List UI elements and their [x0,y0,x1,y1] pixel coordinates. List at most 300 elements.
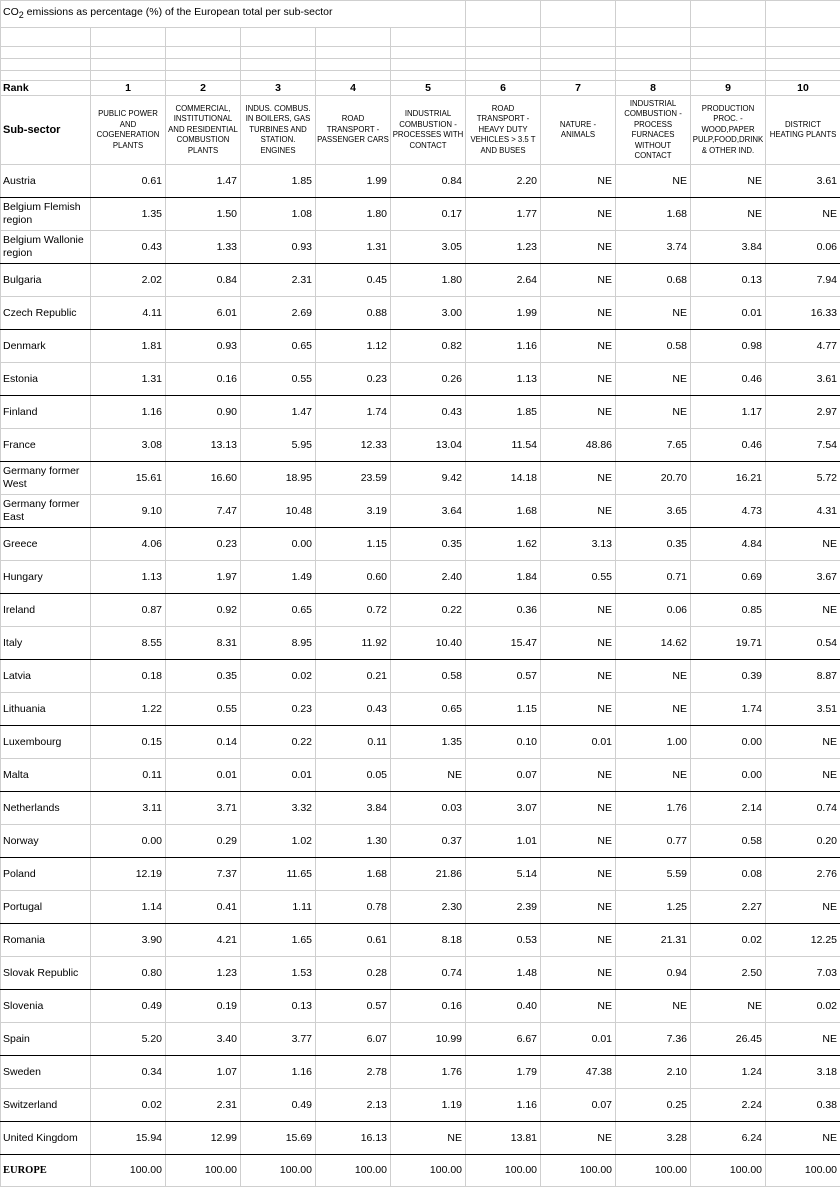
value-cell[interactable]: 7.54 [766,429,840,462]
cell[interactable] [616,59,691,71]
value-cell[interactable]: 1.12 [316,330,391,363]
value-cell[interactable]: 0.01 [241,759,316,792]
value-cell[interactable]: 11.65 [241,858,316,891]
value-cell[interactable]: 1.47 [241,396,316,429]
value-cell[interactable]: 15.47 [466,627,541,660]
value-cell[interactable]: 0.06 [616,594,691,627]
value-cell[interactable]: NE [541,759,616,792]
value-cell[interactable]: 0.10 [466,726,541,759]
country-name[interactable]: United Kingdom [1,1122,91,1155]
cell[interactable] [541,1,616,28]
value-cell[interactable]: 2.30 [391,891,466,924]
value-cell[interactable]: 1.30 [316,825,391,858]
value-cell[interactable]: 1.23 [166,957,241,990]
value-cell[interactable]: 4.31 [766,495,840,528]
value-cell[interactable]: 1.16 [241,1056,316,1089]
value-cell[interactable]: 5.59 [616,858,691,891]
value-cell[interactable]: 13.04 [391,429,466,462]
value-cell[interactable]: 0.49 [91,990,166,1023]
rank-number[interactable]: 9 [691,81,766,96]
value-cell[interactable]: 1.97 [166,561,241,594]
value-cell[interactable]: 0.00 [691,726,766,759]
value-cell[interactable]: 1.23 [466,231,541,264]
value-cell[interactable]: 1.68 [466,495,541,528]
cell[interactable] [616,1,691,28]
table-title[interactable]: $CO_2$ emissions as percentage (%) of the European total per sub-sector [1,1,466,28]
value-cell[interactable]: 0.36 [466,594,541,627]
value-cell[interactable]: 19.71 [691,627,766,660]
value-cell[interactable]: 1.68 [616,198,691,231]
value-cell[interactable]: 0.08 [691,858,766,891]
value-cell[interactable]: 0.22 [241,726,316,759]
value-cell[interactable]: 3.05 [391,231,466,264]
value-cell[interactable]: 5.20 [91,1023,166,1056]
value-cell[interactable]: 100.00 [166,1155,241,1187]
value-cell[interactable]: 0.25 [616,1089,691,1122]
value-cell[interactable]: 1.74 [316,396,391,429]
value-cell[interactable]: 0.43 [91,231,166,264]
value-cell[interactable]: 0.35 [616,528,691,561]
value-cell[interactable]: 20.70 [616,462,691,495]
value-cell[interactable]: 11.92 [316,627,391,660]
country-name[interactable]: Bulgaria [1,264,91,297]
value-cell[interactable]: 5.95 [241,429,316,462]
value-cell[interactable]: 3.65 [616,495,691,528]
value-cell[interactable]: 6.01 [166,297,241,330]
value-cell[interactable]: 0.58 [391,660,466,693]
cell[interactable] [766,1,840,28]
value-cell[interactable]: NE [616,693,691,726]
value-cell[interactable]: 3.40 [166,1023,241,1056]
value-cell[interactable]: 0.45 [316,264,391,297]
value-cell[interactable]: NE [541,825,616,858]
value-cell[interactable]: 0.98 [691,330,766,363]
value-cell[interactable]: 13.81 [466,1122,541,1155]
cell[interactable] [766,71,840,81]
cell[interactable] [691,28,766,47]
rank-number[interactable]: 1 [91,81,166,96]
value-cell[interactable]: 0.38 [766,1089,840,1122]
value-cell[interactable]: NE [541,231,616,264]
value-cell[interactable]: 0.88 [316,297,391,330]
value-cell[interactable]: 0.90 [166,396,241,429]
subsector-label[interactable]: Sub-sector [1,96,91,165]
value-cell[interactable]: 16.21 [691,462,766,495]
value-cell[interactable]: 1.11 [241,891,316,924]
value-cell[interactable]: 0.80 [91,957,166,990]
value-cell[interactable]: 10.99 [391,1023,466,1056]
value-cell[interactable]: 1.07 [166,1056,241,1089]
value-cell[interactable]: 3.77 [241,1023,316,1056]
value-cell[interactable]: NE [541,198,616,231]
value-cell[interactable]: 1.01 [466,825,541,858]
value-cell[interactable]: 0.05 [316,759,391,792]
value-cell[interactable]: 0.22 [391,594,466,627]
value-cell[interactable]: 3.11 [91,792,166,825]
value-cell[interactable]: 0.02 [691,924,766,957]
value-cell[interactable]: NE [541,924,616,957]
value-cell[interactable]: 0.49 [241,1089,316,1122]
value-cell[interactable]: 1.99 [466,297,541,330]
value-cell[interactable]: 1.19 [391,1089,466,1122]
value-cell[interactable]: 5.72 [766,462,840,495]
value-cell[interactable]: 0.41 [166,891,241,924]
value-cell[interactable]: 0.00 [241,528,316,561]
value-cell[interactable]: 0.35 [166,660,241,693]
value-cell[interactable]: 1.80 [391,264,466,297]
country-name[interactable]: Italy [1,627,91,660]
value-cell[interactable]: 100.00 [691,1155,766,1187]
value-cell[interactable]: 21.86 [391,858,466,891]
value-cell[interactable]: 0.58 [616,330,691,363]
value-cell[interactable]: 0.77 [616,825,691,858]
value-cell[interactable]: NE [616,759,691,792]
value-cell[interactable]: 2.78 [316,1056,391,1089]
value-cell[interactable]: NE [541,297,616,330]
value-cell[interactable]: 0.20 [766,825,840,858]
value-cell[interactable]: 1.22 [91,693,166,726]
value-cell[interactable]: 2.13 [316,1089,391,1122]
value-cell[interactable]: 1.79 [466,1056,541,1089]
value-cell[interactable]: 0.93 [166,330,241,363]
country-name[interactable]: Germany former West [1,462,91,495]
value-cell[interactable]: 1.85 [241,165,316,198]
value-cell[interactable]: 0.16 [391,990,466,1023]
value-cell[interactable]: 0.21 [316,660,391,693]
value-cell[interactable]: 48.86 [541,429,616,462]
value-cell[interactable]: 4.73 [691,495,766,528]
value-cell[interactable]: 1.74 [691,693,766,726]
cell[interactable] [766,28,840,47]
value-cell[interactable]: 0.28 [316,957,391,990]
value-cell[interactable]: 1.31 [91,363,166,396]
value-cell[interactable]: 1.77 [466,198,541,231]
value-cell[interactable]: 0.07 [466,759,541,792]
value-cell[interactable]: NE [766,726,840,759]
value-cell[interactable]: 1.16 [91,396,166,429]
rank-number[interactable]: 3 [241,81,316,96]
country-name[interactable]: Switzerland [1,1089,91,1122]
cell[interactable] [541,59,616,71]
country-name[interactable]: Denmark [1,330,91,363]
value-cell[interactable]: NE [616,396,691,429]
subsector-header[interactable]: COMMERCIAL, INSTITUTIONAL AND RESIDENTIAL COMBUSTION PLANTS [166,96,241,165]
value-cell[interactable]: NE [766,759,840,792]
cell[interactable] [241,47,316,59]
cell[interactable] [166,47,241,59]
cell[interactable] [316,28,391,47]
country-name[interactable]: Greece [1,528,91,561]
value-cell[interactable]: 3.19 [316,495,391,528]
cell[interactable] [616,28,691,47]
value-cell[interactable]: 3.00 [391,297,466,330]
cell[interactable] [91,47,166,59]
cell[interactable] [91,59,166,71]
value-cell[interactable]: 1.48 [466,957,541,990]
cell[interactable] [541,71,616,81]
country-name[interactable]: Latvia [1,660,91,693]
value-cell[interactable]: 100.00 [91,1155,166,1187]
subsector-header[interactable]: INDUSTRIAL COMBUSTION - PROCESSES WITH CONTACT [391,96,466,165]
value-cell[interactable]: NE [541,693,616,726]
value-cell[interactable]: 1.99 [316,165,391,198]
value-cell[interactable]: 4.21 [166,924,241,957]
value-cell[interactable]: 1.14 [91,891,166,924]
value-cell[interactable]: 0.92 [166,594,241,627]
value-cell[interactable]: NE [541,627,616,660]
value-cell[interactable]: 0.35 [391,528,466,561]
value-cell[interactable]: 3.07 [466,792,541,825]
value-cell[interactable]: NE [541,594,616,627]
cell[interactable] [391,59,466,71]
value-cell[interactable]: 1.81 [91,330,166,363]
value-cell[interactable]: NE [541,495,616,528]
value-cell[interactable]: 1.24 [691,1056,766,1089]
value-cell[interactable]: 16.33 [766,297,840,330]
value-cell[interactable]: 1.49 [241,561,316,594]
value-cell[interactable]: 0.01 [541,1023,616,1056]
cell[interactable] [691,1,766,28]
value-cell[interactable]: 6.07 [316,1023,391,1056]
cell[interactable] [91,28,166,47]
value-cell[interactable]: NE [541,165,616,198]
rank-number[interactable]: 8 [616,81,691,96]
value-cell[interactable]: 7.65 [616,429,691,462]
value-cell[interactable]: 1.13 [91,561,166,594]
value-cell[interactable]: 0.00 [691,759,766,792]
country-name[interactable]: Malta [1,759,91,792]
country-name[interactable]: Sweden [1,1056,91,1089]
value-cell[interactable]: 18.95 [241,462,316,495]
value-cell[interactable]: 3.18 [766,1056,840,1089]
value-cell[interactable]: 0.23 [241,693,316,726]
value-cell[interactable]: 2.27 [691,891,766,924]
value-cell[interactable]: 2.39 [466,891,541,924]
value-cell[interactable]: 21.31 [616,924,691,957]
value-cell[interactable]: 8.31 [166,627,241,660]
value-cell[interactable]: 2.64 [466,264,541,297]
value-cell[interactable]: 6.67 [466,1023,541,1056]
value-cell[interactable]: 0.72 [316,594,391,627]
value-cell[interactable]: 100.00 [391,1155,466,1187]
country-name[interactable]: Portugal [1,891,91,924]
value-cell[interactable]: 0.00 [91,825,166,858]
cell[interactable] [241,59,316,71]
subsector-header[interactable]: ROAD TRANSPORT - PASSENGER CARS [316,96,391,165]
value-cell[interactable]: 6.24 [691,1122,766,1155]
value-cell[interactable]: 0.13 [691,264,766,297]
subsector-header[interactable]: DISTRICT HEATING PLANTS [766,96,840,165]
country-name[interactable]: EUROPE [1,1155,91,1187]
cell[interactable] [616,47,691,59]
value-cell[interactable]: 0.93 [241,231,316,264]
value-cell[interactable]: 16.13 [316,1122,391,1155]
value-cell[interactable]: 0.15 [91,726,166,759]
cell[interactable] [466,1,541,28]
cell[interactable] [316,71,391,81]
value-cell[interactable]: 0.46 [691,363,766,396]
value-cell[interactable]: 0.65 [241,594,316,627]
value-cell[interactable]: NE [616,660,691,693]
value-cell[interactable]: 8.87 [766,660,840,693]
value-cell[interactable]: NE [391,759,466,792]
value-cell[interactable]: 100.00 [466,1155,541,1187]
value-cell[interactable]: 1.02 [241,825,316,858]
value-cell[interactable]: 0.11 [316,726,391,759]
value-cell[interactable]: 0.55 [166,693,241,726]
value-cell[interactable]: 1.16 [466,330,541,363]
value-cell[interactable]: 0.61 [316,924,391,957]
value-cell[interactable]: 12.33 [316,429,391,462]
value-cell[interactable]: 15.61 [91,462,166,495]
cell[interactable] [691,59,766,71]
value-cell[interactable]: 0.18 [91,660,166,693]
value-cell[interactable]: 1.68 [316,858,391,891]
cell[interactable] [691,71,766,81]
subsector-header[interactable]: PRODUCTION PROC. - WOOD,PAPER PULP,FOOD,DRINK & OTHER IND. [691,96,766,165]
value-cell[interactable]: 4.84 [691,528,766,561]
country-name[interactable]: Romania [1,924,91,957]
value-cell[interactable]: 0.43 [316,693,391,726]
value-cell[interactable]: 4.11 [91,297,166,330]
value-cell[interactable]: 0.57 [466,660,541,693]
country-name[interactable]: Spain [1,1023,91,1056]
value-cell[interactable]: 0.06 [766,231,840,264]
value-cell[interactable]: 2.69 [241,297,316,330]
value-cell[interactable]: 0.84 [166,264,241,297]
value-cell[interactable]: NE [616,297,691,330]
value-cell[interactable]: 2.50 [691,957,766,990]
value-cell[interactable]: 0.87 [91,594,166,627]
value-cell[interactable]: 0.71 [616,561,691,594]
value-cell[interactable]: 1.50 [166,198,241,231]
value-cell[interactable]: 12.25 [766,924,840,957]
country-name[interactable]: Luxembourg [1,726,91,759]
value-cell[interactable]: 1.35 [91,198,166,231]
country-name[interactable]: Czech Republic [1,297,91,330]
value-cell[interactable]: 2.10 [616,1056,691,1089]
rank-label[interactable]: Rank [1,81,91,96]
value-cell[interactable]: 13.13 [166,429,241,462]
cell[interactable] [466,28,541,47]
subsector-header[interactable]: ROAD TRANSPORT - HEAVY DUTY VEHICLES > 3.5 T AND BUSES [466,96,541,165]
value-cell[interactable]: 9.10 [91,495,166,528]
value-cell[interactable]: 1.13 [466,363,541,396]
value-cell[interactable]: 1.16 [466,1089,541,1122]
country-name[interactable]: Belgium Wallonie region [1,231,91,264]
value-cell[interactable]: 3.84 [691,231,766,264]
subsector-header[interactable]: NATURE - ANIMALS [541,96,616,165]
value-cell[interactable]: 0.60 [316,561,391,594]
value-cell[interactable]: 0.74 [766,792,840,825]
value-cell[interactable]: 3.32 [241,792,316,825]
value-cell[interactable]: NE [766,528,840,561]
value-cell[interactable]: 0.37 [391,825,466,858]
value-cell[interactable]: NE [541,462,616,495]
value-cell[interactable]: 3.61 [766,165,840,198]
rank-number[interactable]: 2 [166,81,241,96]
value-cell[interactable]: 0.11 [91,759,166,792]
value-cell[interactable]: NE [541,957,616,990]
cell[interactable] [166,71,241,81]
cell[interactable] [316,59,391,71]
value-cell[interactable]: 0.17 [391,198,466,231]
cell[interactable] [1,71,91,81]
cell[interactable] [466,59,541,71]
value-cell[interactable]: 0.29 [166,825,241,858]
value-cell[interactable]: NE [766,594,840,627]
subsector-header[interactable]: PUBLIC POWER AND COGENERATION PLANTS [91,96,166,165]
value-cell[interactable]: 15.69 [241,1122,316,1155]
country-name[interactable]: Estonia [1,363,91,396]
value-cell[interactable]: NE [691,198,766,231]
value-cell[interactable]: 3.74 [616,231,691,264]
value-cell[interactable]: 2.76 [766,858,840,891]
cell[interactable] [541,47,616,59]
value-cell[interactable]: 0.68 [616,264,691,297]
country-name[interactable]: Hungary [1,561,91,594]
value-cell[interactable]: 26.45 [691,1023,766,1056]
cell[interactable] [541,28,616,47]
value-cell[interactable]: NE [541,396,616,429]
value-cell[interactable]: 1.80 [316,198,391,231]
cell[interactable] [241,28,316,47]
value-cell[interactable]: 1.33 [166,231,241,264]
value-cell[interactable]: 0.84 [391,165,466,198]
cell[interactable] [616,71,691,81]
value-cell[interactable]: 1.62 [466,528,541,561]
rank-number[interactable]: 10 [766,81,840,96]
value-cell[interactable]: NE [766,1122,840,1155]
value-cell[interactable]: NE [691,165,766,198]
cell[interactable] [391,71,466,81]
value-cell[interactable]: 16.60 [166,462,241,495]
value-cell[interactable]: 14.62 [616,627,691,660]
value-cell[interactable]: NE [616,990,691,1023]
country-name[interactable]: Poland [1,858,91,891]
value-cell[interactable]: NE [541,990,616,1023]
value-cell[interactable]: NE [391,1122,466,1155]
value-cell[interactable]: NE [541,264,616,297]
value-cell[interactable]: 0.65 [391,693,466,726]
cell[interactable] [766,47,840,59]
value-cell[interactable]: 100.00 [766,1155,840,1187]
value-cell[interactable]: 0.03 [391,792,466,825]
value-cell[interactable]: NE [541,363,616,396]
cell[interactable] [466,71,541,81]
cell[interactable] [91,71,166,81]
value-cell[interactable]: 2.14 [691,792,766,825]
value-cell[interactable]: 5.14 [466,858,541,891]
value-cell[interactable]: 15.94 [91,1122,166,1155]
value-cell[interactable]: 3.61 [766,363,840,396]
value-cell[interactable]: 0.39 [691,660,766,693]
value-cell[interactable]: 0.16 [166,363,241,396]
value-cell[interactable]: 7.37 [166,858,241,891]
subsector-header[interactable]: INDUSTRIAL COMBUSTION - PROCESS FURNACES WITHOUT CONTACT [616,96,691,165]
value-cell[interactable]: 0.07 [541,1089,616,1122]
value-cell[interactable]: 0.02 [91,1089,166,1122]
cell[interactable] [766,59,840,71]
value-cell[interactable]: 1.31 [316,231,391,264]
value-cell[interactable]: 8.55 [91,627,166,660]
value-cell[interactable]: 12.19 [91,858,166,891]
country-name[interactable]: Lithuania [1,693,91,726]
value-cell[interactable]: 0.53 [466,924,541,957]
value-cell[interactable]: 1.00 [616,726,691,759]
value-cell[interactable]: 0.14 [166,726,241,759]
value-cell[interactable]: 0.94 [616,957,691,990]
